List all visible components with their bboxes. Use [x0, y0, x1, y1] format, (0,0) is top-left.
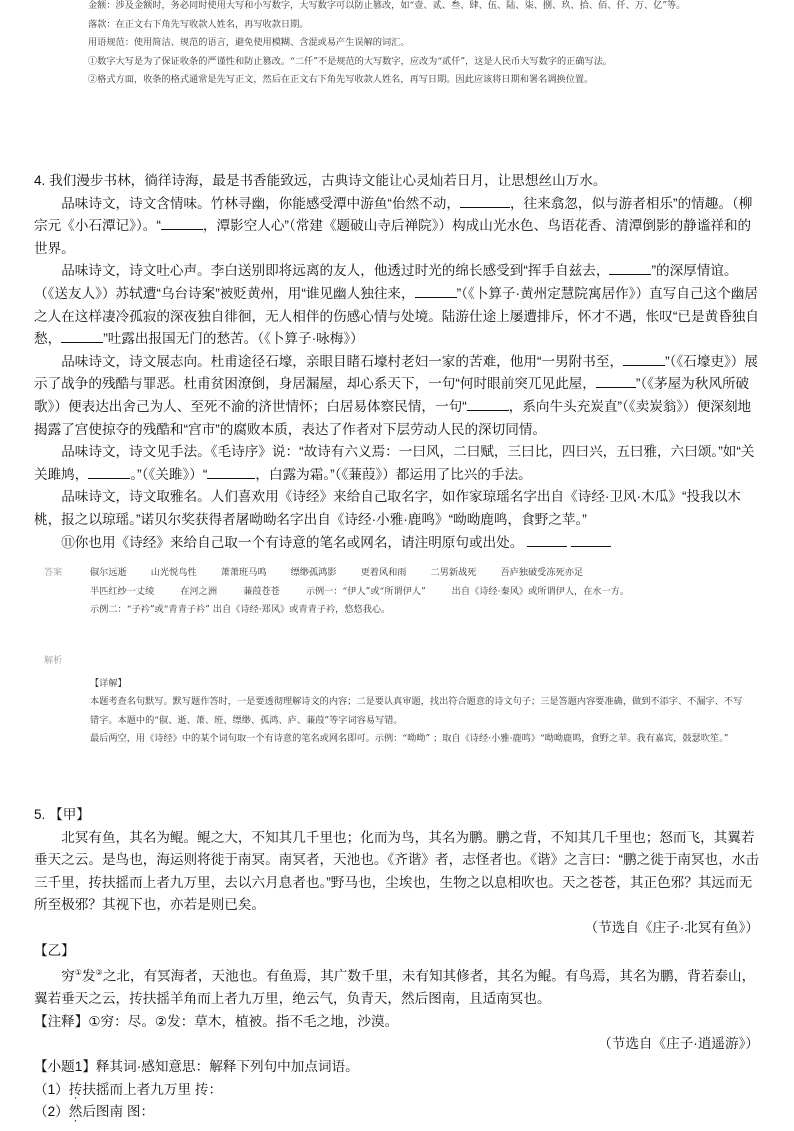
answer-row: [44, 583, 744, 602]
text: ”（《石壕吏》）展示了战争的残酷与罪恶。杜甫贫困潦倒，身居漏屋，却心系天下，一句“何时眼前突兀见此屋，: [34, 353, 758, 392]
answer-blank[interactable]: [88, 464, 130, 479]
top-notes: [88, 0, 728, 90]
answer-blank[interactable]: [571, 532, 611, 547]
q5-source-2: （节选自《庄子·逍遥游》）: [598, 1036, 759, 1052]
footnote-mark: ①: [74, 968, 82, 978]
answer-item: 在河之洲: [180, 585, 218, 597]
answer-blank[interactable]: [61, 328, 103, 343]
answer-blank[interactable]: [527, 532, 567, 547]
text: 之北，有冥海者，天池也。有鱼焉，其广数千里，未有知其修者，其名为鲲。有鸟焉，其名为鹏，背若泰山，翼若垂天之云，抟扶摇羊角而上者九万里，绝云气，负青天，然后图南，且适南冥也。: [34, 968, 756, 1007]
answer-item: 俶尔远逝: [90, 567, 127, 578]
question-4: [34, 170, 759, 554]
question-5: [34, 804, 759, 1124]
analysis-label: 解析: [44, 655, 63, 666]
note-line: 用语规范：使用简洁、规范的语言，避免使用模糊、含混或易产生误解的词汇。: [88, 37, 410, 48]
answer-blank[interactable]: [460, 193, 510, 208]
note-line: ②格式方面，收条的格式通常是先写正文，然后在正文右下角先写收款人姓名，再写日期。因此应该将日期和署名调换位置。: [88, 74, 594, 85]
text: 扶摇而上者九万里 抟：: [82, 1081, 223, 1097]
note-line: 金额：涉及金额时，务必同时使用大写和小写数字，大写数字可以防止篡改，如“壹、贰、叁、肆、伍、陆、柒、捌、玖、拾、佰、仟、万、亿”等。: [88, 0, 686, 11]
answer-blank[interactable]: [623, 351, 665, 366]
analysis-title: 【详解】: [90, 677, 127, 689]
answer-item: 更着风和雨: [360, 567, 407, 578]
answer-blank[interactable]: [161, 215, 203, 230]
answer-blank[interactable]: [609, 260, 651, 275]
q5-jia-text: 北冥有鱼，其名为鲲。鲲之大，不知其几千里也；化而为鸟，其名为鹏。鹏之背，不知其几千里也；怒而飞，其翼若垂天之云。是鸟也，海运则将徙于南冥。南冥者，天池也。《齐谐》者，志怪者也。《谐》之言曰：“鹏之徙于南冥也，水击三千里，抟扶摇而上者九万里，去以六月息者也。”野马也，尘埃也，生物之以息相吹也。天之苍苍，其正色邪？其远而无所至极邪？其视下也，亦若是则已矣。: [34, 829, 759, 913]
answer-section: [44, 564, 744, 620]
q4-para-1: [34, 193, 759, 261]
answer-blank[interactable]: [415, 283, 457, 298]
q5-item-2: [34, 1101, 759, 1124]
q5-source-1: （节选自《庄子·北冥有鱼》）: [584, 919, 759, 935]
q4-intro: 4. 我们漫步书林，徜徉诗海，最是书香能致远，古典诗文能让心灵灿若日月，让思想丝山万水。: [34, 173, 607, 188]
analysis-line: 最后两空，用《诗经》中的某个词句取一个有诗意的笔名或网名即可。示例：“呦呦” ；取自《诗经·小雅·鹿鸣》“呦呦鹿鸣，食野之苹。我有嘉宾，鼓瑟吹笙。”: [90, 733, 729, 744]
answer-item: 半匹红纱一丈绫: [90, 585, 155, 597]
answer-item: 出自《诗经·秦风》或所谓伊人，在水一方。: [451, 585, 630, 597]
text: ”吐露出报国无门的愁苦。（《卜算子·咏梅》）: [103, 331, 364, 347]
analysis-section: [44, 652, 744, 749]
text: 品味诗文，诗文含情味。竹林寻幽，你能感受潭中游鱼“佁然不动，: [61, 195, 460, 211]
answer-item: 萧萧班马鸣: [220, 567, 267, 578]
q5-number: 5. 【甲】: [34, 807, 90, 822]
answer-blank[interactable]: [207, 464, 255, 479]
answer-blank[interactable]: [467, 396, 509, 411]
q5-item-1: [34, 1079, 759, 1102]
text: 后图南 图：: [82, 1104, 155, 1120]
text: ⑪你也用《诗经》来给自己取一个有诗意的笔名或网名，请注明原句或出处。: [61, 534, 524, 550]
answer-item: 吾庐独破受冻死亦足: [500, 567, 584, 578]
answer-item: 示例一：“伊人”或“所谓伊人”: [305, 585, 426, 597]
answer-item: 二男新战死: [430, 567, 477, 578]
text: 。”（《关雎》）“: [130, 466, 208, 482]
analysis-header: [44, 652, 744, 671]
dotted-word: 抟: [68, 1081, 83, 1097]
text: ，系向牛头充炭直”（《卖炭翁》）便深刻地揭露了宫使掠夺的残酷和“宫市”的腐败本质，表达了作者对下层劳动人民的深切同情。: [34, 398, 752, 437]
text: 发: [81, 968, 96, 984]
q5-subquestion-1: 【小题1】释其词·感知意思：解释下列句中加点词语。: [34, 1059, 359, 1075]
answer-item: 示例二：“子衿”或“青青子衿” 出自《诗经·郑风》或青青子衿，悠悠我心。: [90, 604, 391, 615]
text: ”（《卜算子·黄州定慧院寓居作》）直写自己这个幽居之人在这样凄冷孤寂的深夜独自徘徊，无人相伴的伤感心情与处境。陆游仕途上屡遭排斥，怀才不遇，怅叹“已是黄昏独自愁，: [34, 285, 759, 347]
text: 品味诗文，诗文见手法。《毛诗序》说：“故诗有六义焉：一曰风，二曰赋，三曰比，四曰兴，五曰雅，六曰颂。”如“关关雎鸠，: [34, 444, 755, 482]
q4-para-4: [34, 441, 759, 486]
text: ”的深厚情谊。（《送友人》）苏轼遭“乌台诗案”被贬黄州，用“谁见幽人独往来，: [34, 263, 738, 301]
answer-blank[interactable]: [596, 373, 636, 388]
text: 品味诗文，诗文吐心声。李白送别即将远离的友人，他透过时光的绵长感受到“挥手自兹去，: [61, 263, 610, 279]
answer-row: [44, 564, 744, 583]
text: ，潭影空人心”（常建《题破山寺后禅院》）构成山光水色、鸟语花香、清潭倒影的静谧祥和的世界。: [34, 218, 752, 256]
text: ”（《茅屋为秋风所破歌》）便表达出舍己为人、至死不渝的济世情怀；白居易体察民情，一句“: [34, 376, 750, 414]
q4-para-6: [34, 532, 759, 555]
analysis-line: 本题考查名句默写。默写题作答时，一是要透彻理解诗文的内容；二是要认真审题，找出符合题意的诗文句子；三是答题内容要准确，做到不添字、不漏字、不写错字。本题中的“俶、逝、萧、班、缥缈、孤鸿、庐、蒹葭”等字词容易写错。: [90, 696, 743, 726]
text: ，往来翕忽，似与游者相乐”的情趣。（柳宗元《小石潭记》）。“: [34, 195, 753, 234]
q4-para-3: [34, 351, 759, 441]
answer-item: 山光悦鸟性: [150, 567, 197, 578]
note-line: 落款：在正文右下角先写收款人姓名，再写收款日期。: [88, 18, 309, 30]
text: 穷: [61, 968, 75, 984]
answer-label: 答案: [44, 567, 63, 578]
q5-yi-text: [34, 962, 759, 1011]
answer-row: [44, 601, 744, 620]
answer-item: 缥缈孤鸿影: [290, 567, 337, 578]
item-number: （2）: [34, 1104, 69, 1120]
footnote-mark: ②: [95, 968, 103, 978]
q4-para-5: 品味诗文，诗文取雅名。人们喜欢用《诗经》来给自己取名字，如作家琼瑶名字出自《诗经·卫风·木瓜》“投我以木桃，报之以琼瑶。”诺贝尔奖获得者屠呦呦名字出自《诗经·小雅·鹿鸣》“呦呦鹿鸣，食野之苹。”: [34, 489, 741, 527]
q5-notes: 【注释】①穷：尽。②发：草木，植被。指不毛之地，沙漠。: [34, 1013, 399, 1029]
text: ，白露为霜。”（《蒹葭》）都运用了比兴的手法。: [255, 466, 532, 482]
note-line: ①数字大写是为了保证收条的严谨性和防止篡改。“二仟”不是规范的大写数字，应改为“贰仟”，这是人民币大写数字的正确写法。: [88, 55, 613, 67]
item-number: （1）: [34, 1081, 69, 1097]
analysis-detail: [44, 675, 744, 749]
q5-yi-label: 【乙】: [34, 942, 75, 958]
text: 品味诗文，诗文展志向。杜甫途径石壕，亲眼目睹石壕村老妇一家的苦难，他用“一男附书至，: [61, 353, 624, 369]
dotted-word: 然: [68, 1104, 83, 1120]
q4-para-2: [34, 260, 759, 350]
answer-item: 蒹葭苍苍: [243, 585, 280, 597]
